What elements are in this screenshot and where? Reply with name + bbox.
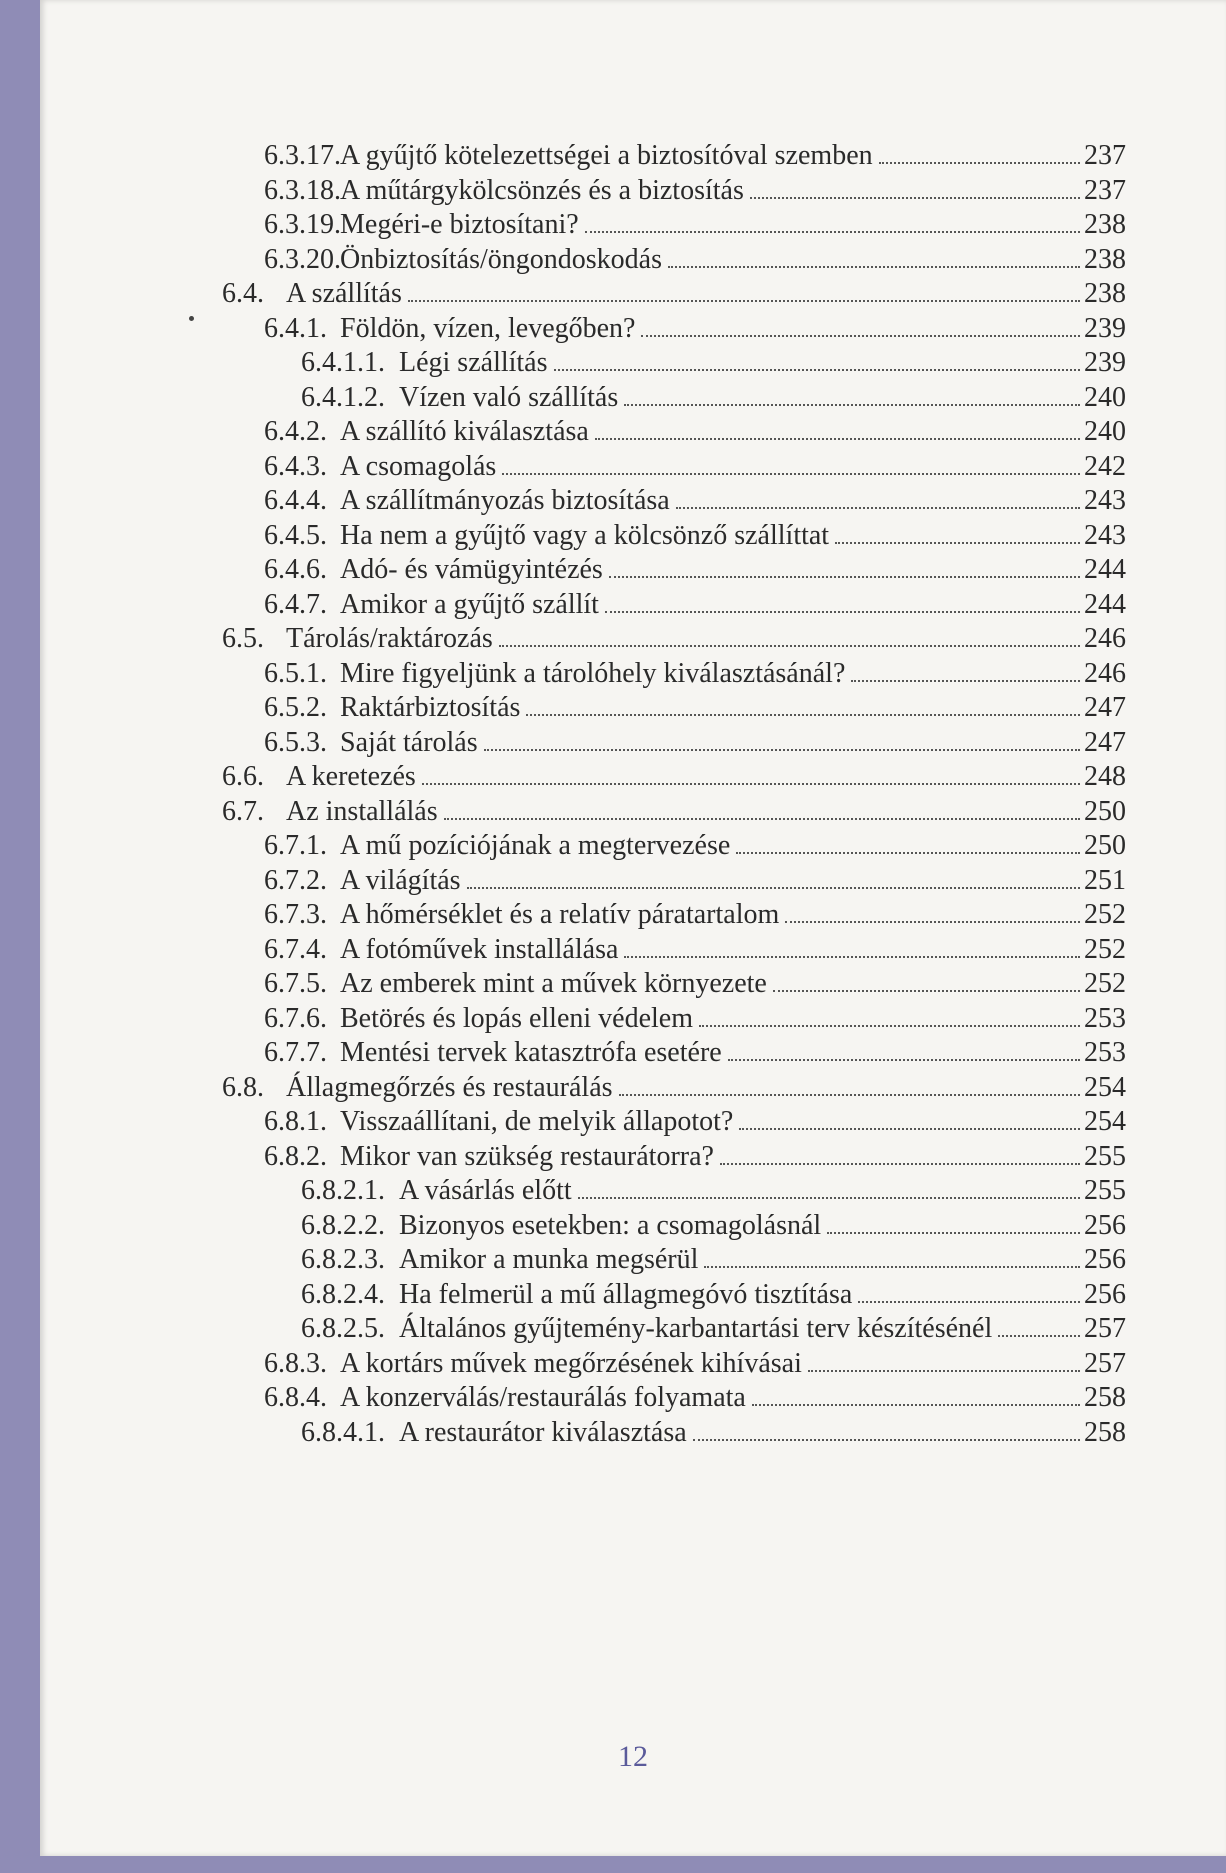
toc-entry-page: 253 [1084,1037,1126,1068]
dot-leader [554,369,1080,371]
dot-leader [699,1025,1080,1027]
toc-entry-page: 244 [1084,588,1126,620]
toc-entry-page: 256 [1084,1209,1126,1241]
toc-entry-page: 240 [1084,416,1126,447]
toc-entry-page: 238 [1084,278,1126,309]
toc-entry-title: A világítás [340,864,461,896]
dot-leader [739,1128,1080,1130]
dot-leader [879,162,1080,164]
toc-entry-number: 6.4.7. [264,588,327,620]
toc-entry-number: 6.7.2. [264,864,327,896]
dot-leader [641,335,1080,337]
toc-entry-number: 6.8.2.1. [301,1175,385,1206]
toc-entry-number: 6.4. [222,278,264,309]
toc-entry-number: 6.5.3. [264,726,327,758]
toc-entry-number: 6.3.17. [264,140,341,171]
toc-entry-number: 6.8.2.5. [301,1313,385,1344]
toc-entry-title: A kortárs művek megőrzésének kihívásai [340,1347,802,1379]
dot-leader [585,231,1080,233]
toc-entry-page: 238 [1084,243,1126,275]
toc-entry-page: 253 [1084,1002,1126,1034]
toc-entry-title: A fotóművek installálása [340,933,619,965]
dot-leader [676,507,1080,509]
toc-entry-title: A gyűjtő kötelezettségei a biztosítóval szemben [340,140,873,171]
dot-leader [624,956,1080,958]
dot-leader [484,749,1080,751]
dot-leader [835,542,1080,544]
dot-leader [851,680,1080,682]
toc-entry-title: Saját tárolás [340,726,478,758]
toc-entry-page: 239 [1084,312,1126,344]
toc-entry-page: 242 [1084,450,1126,482]
toc-entry-title: A csomagolás [340,450,497,482]
toc-entry-page: 258 [1084,1382,1126,1413]
toc-entry-number: 6.7.5. [264,968,327,999]
dot-leader [668,266,1080,268]
page-number: 12 [618,1740,648,1773]
dot-leader [578,1197,1080,1199]
dot-leader [808,1370,1080,1372]
toc-entry-title: Mentési tervek katasztrófa esetére [340,1037,722,1068]
toc-entry-page: 250 [1084,795,1126,827]
toc-entry-page: 256 [1084,1244,1126,1275]
toc-entry-page: 254 [1084,1106,1126,1137]
toc-entry-page: 247 [1084,726,1126,758]
toc-entry-title: A szállítás [286,278,402,309]
toc-entry-page: 252 [1084,933,1126,965]
dot-leader [609,576,1080,578]
toc-entry-title: Visszaállítani, de melyik állapotot? [340,1106,734,1137]
toc-entry-page: 244 [1084,554,1126,585]
toc-entry-title: A szállító kiválasztása [340,416,589,447]
toc-entry-title: Betörés és lopás elleni védelem [340,1002,693,1034]
toc-entry-number: 6.8.2.3. [301,1244,385,1275]
toc-entry-number: 6.5. [222,623,264,654]
toc-entry-title: A restaurátor kiválasztása [399,1416,687,1448]
toc-entry-number: 6.8.3. [264,1347,327,1379]
toc-entry-page: 240 [1084,381,1126,413]
toc-entry-number: 6.8.2.4. [301,1278,385,1310]
toc-entry-number: 6.4.5. [264,519,327,551]
toc-entry-number: 6.4.1.1. [301,347,385,378]
dot-leader [773,990,1080,992]
toc-entry-number: 6.4.4. [264,485,327,516]
toc-entry-number: 6.7.7. [264,1037,327,1068]
dot-leader [750,197,1080,199]
toc-entry-page: 258 [1084,1416,1126,1448]
toc-entry-title: A mű pozíciójának a megtervezése [340,830,731,861]
table-of-contents [40,0,1226,1856]
toc-entry-title: A konzerválás/restaurálás folyamata [340,1382,746,1413]
toc-entry-page: 243 [1084,485,1126,516]
toc-entry-page: 254 [1084,1071,1126,1103]
dot-leader [624,404,1080,406]
dot-leader [408,300,1080,302]
toc-entry-number: 6.8.2.2. [301,1209,385,1241]
toc-entry-title: Mire figyeljünk a tárolóhely kiválasztásánál? [340,657,846,689]
dot-leader [595,438,1080,440]
toc-entry-title: Megéri-e biztosítani? [340,209,579,240]
toc-entry-page: 246 [1084,623,1126,654]
toc-entry-number: 6.4.6. [264,554,327,585]
toc-entry-title: Állagmegőrzés és restaurálás [286,1071,613,1103]
toc-entry-title: Az installálás [286,795,438,827]
toc-entry-number: 6.3.20. [264,243,341,275]
dot-leader [693,1439,1080,1441]
toc-entry-number: 6.8. [222,1071,264,1103]
dot-leader [467,887,1080,889]
toc-entry-number: 6.8.2. [264,1140,327,1172]
toc-entry-title: Vízen való szállítás [399,381,619,413]
toc-entry-number: 6.5.2. [264,692,327,723]
toc-entry-title: Az emberek mint a művek környezete [340,968,767,999]
toc-entry-title: Ha felmerül a mű állagmegóvó tisztítása [399,1278,853,1310]
toc-entry-title: Amikor a munka megsérül [399,1244,699,1275]
toc-entry-number: 6.4.1. [264,312,327,344]
toc-entry-title: A vásárlás előtt [399,1175,572,1206]
dot-leader [526,714,1080,716]
toc-entry-number: 6.4.2. [264,416,327,447]
toc-entry-title: Tárolás/raktározás [286,623,493,654]
toc-entry-number: 6.7.1. [264,830,327,861]
toc-entry-page: 256 [1084,1278,1126,1310]
toc-entry-title: Mikor van szükség restaurátorra? [340,1140,714,1172]
toc-entry-page: 247 [1084,692,1126,723]
toc-entry-title: Önbiztosítás/öngondoskodás [340,243,662,275]
dot-leader [444,818,1080,820]
toc-entry-number: 6.7. [222,795,264,827]
dot-leader [704,1266,1080,1268]
toc-entry-title: A keretezés [286,761,416,792]
toc-entry-number: 6.8.1. [264,1106,327,1137]
toc-entry-title: Bizonyos esetekben: a csomagolásnál [399,1209,822,1241]
dot-leader [785,921,1080,923]
toc-entry-page: 250 [1084,830,1126,861]
dot-leader [998,1335,1080,1337]
toc-entry-number: 6.4.1.2. [301,381,385,413]
toc-entry-page: 237 [1084,174,1126,206]
dot-leader [502,473,1080,475]
toc-entry-page: 257 [1084,1313,1126,1344]
toc-entry-number: 6.8.4. [264,1382,327,1413]
toc-entry-number: 6.8.4.1. [301,1416,385,1448]
toc-entry-title: Raktárbiztosítás [340,692,521,723]
toc-entry-page: 252 [1084,968,1126,999]
dot-leader [499,645,1080,647]
toc-entry-page: 257 [1084,1347,1126,1379]
toc-entry-title: Általános gyűjtemény-karbantartási terv készítésénél [399,1313,993,1344]
book-page [40,0,1226,1856]
dot-leader [827,1232,1080,1234]
toc-entry-page: 243 [1084,519,1126,551]
dot-leader [619,1094,1080,1096]
toc-entry-number: 6.5.1. [264,657,327,689]
toc-entry-number: 6.7.3. [264,899,327,930]
toc-entry-number: 6.7.4. [264,933,327,965]
toc-entry-title: Légi szállítás [399,347,548,378]
dot-leader [736,852,1080,854]
toc-entry-number: 6.6. [222,761,264,792]
toc-entry-page: 238 [1084,209,1126,240]
toc-entry-page: 239 [1084,347,1126,378]
dot-leader [858,1301,1080,1303]
dot-leader [605,611,1080,613]
toc-entry-number: 6.3.19. [264,209,341,240]
toc-entry-title: A hőmérséklet és a relatív páratartalom [340,899,780,930]
toc-entry-page: 251 [1084,864,1126,896]
toc-entry-title: Ha nem a gyűjtő vagy a kölcsönző szállíttat [340,519,830,551]
toc-entry-number: 6.3.18. [264,174,341,206]
toc-entry-title: Földön, vízen, levegőben? [340,312,636,344]
toc-entry-title: Amikor a gyűjtő szállít [340,588,599,620]
book-edge [0,1856,1226,1873]
toc-entry-title: A műtárgykölcsönzés és a biztosítás [340,174,744,206]
dot-leader [720,1163,1080,1165]
toc-entry-number: 6.4.3. [264,450,327,482]
toc-entry-page: 248 [1084,761,1126,792]
toc-entry-page: 237 [1084,140,1126,171]
dot-leader [728,1059,1080,1061]
toc-entry-number: 6.7.6. [264,1002,327,1034]
toc-entry-title: A szállítmányozás biztosítása [340,485,670,516]
dot-leader [422,783,1080,785]
toc-entry-page: 246 [1084,657,1126,689]
toc-entry-page: 252 [1084,899,1126,930]
toc-entry-page: 255 [1084,1175,1126,1206]
toc-entry-title: Adó- és vámügyintézés [340,554,603,585]
toc-entry-page: 255 [1084,1140,1126,1172]
toc-entry [301,1417,1126,1457]
dot-leader [752,1404,1080,1406]
